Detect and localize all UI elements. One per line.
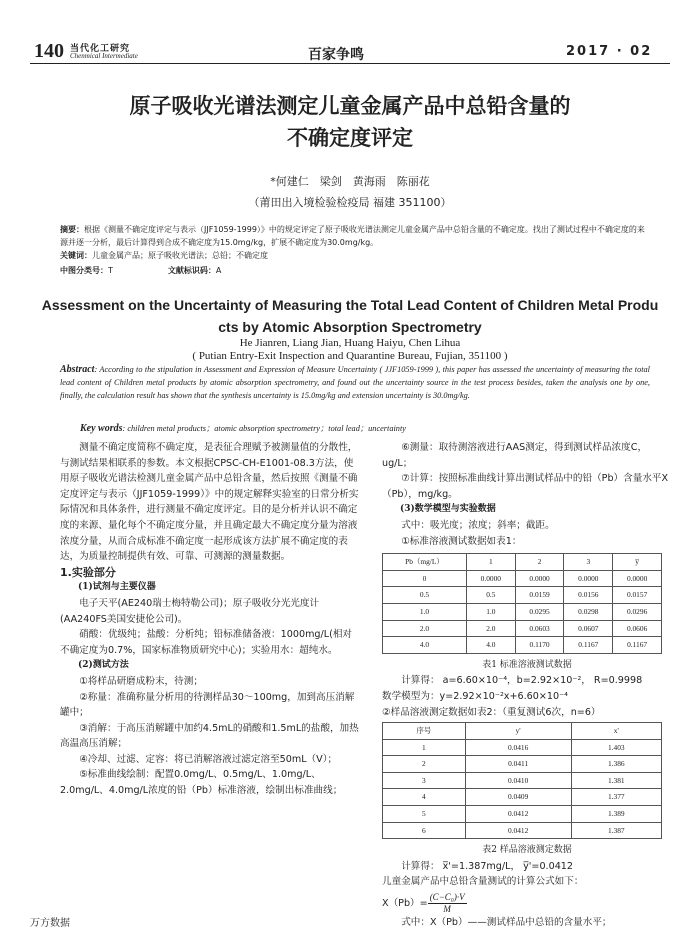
section-1-1-heading: (1)试剂与主要仪器: [78, 582, 156, 593]
table-1-cell: 0.0156: [564, 587, 613, 604]
table-1-cell: 0.5: [466, 587, 515, 604]
abstract-en-text: : According to the stipulation in Assessment and Expression of Measure Uncertainty ( JJF1059-1999 ), this paper has assessed the uncertainty of measuring the total lead content of Children metal products by atomic absorption spectrometry, and found out the uncertainty source in the test process besides, taken the analysis one by one, finally, the calculation result has shown that the synthesis uncertainty is 15.0mg/kg and extension uncertainty is 30.0mg/kg.: [60, 365, 650, 400]
formula: [382, 892, 672, 915]
table-1-cell: 0.0603: [515, 620, 564, 637]
formula-numerator: (C−C₀)·V: [429, 892, 465, 903]
table-1-cell: 0.0295: [515, 603, 564, 620]
sample-data-intro: ②样品溶液测定数据如表2：（重复测试6次，n=6）: [382, 706, 601, 718]
table-2-cell: 1: [383, 739, 466, 756]
calc-result-1: 计算得： a=6.60×10⁻⁴，b=2.92×10⁻²， R=0.9998: [401, 675, 643, 687]
table-1-row: [383, 637, 662, 654]
step-6: ⑥测量：取待测溶液进行AAS测定，得到测试样品浓度C，ug/L；: [382, 442, 648, 469]
table-2-cell: 4: [383, 789, 466, 806]
step-1: ①将样品研磨成粉末，待测；: [79, 675, 203, 687]
table-2-cell: 0.0411: [465, 756, 571, 773]
keywords-en: [80, 422, 650, 434]
title-en-line2: cts by Atomic Absorption Spectrometry: [218, 319, 482, 335]
keywords-cn: [60, 250, 650, 261]
table-2-row: [383, 739, 662, 756]
table-2-row: [383, 806, 662, 823]
title-en: [30, 294, 670, 338]
step-4: ④冷却、过滤、定容：将已消解溶液过滤定溶至50mL（V）；: [79, 753, 338, 765]
keywords-cn-text: 儿童金属产品；原子吸收光谱法；总铅；不确定度: [92, 251, 268, 260]
table-2-cell: 0.0409: [465, 789, 571, 806]
table-1-caption: 表1 标准溶液测试数据: [482, 659, 572, 670]
authors-en: He Jianren, Liang Jian, Huang Haiyu, Chen Lihua: [239, 337, 461, 349]
table-2-cell: 1.381: [571, 772, 661, 789]
table-1-cell: 0.0000: [466, 570, 515, 587]
table-1-cell: 2.0: [383, 620, 467, 637]
table-1-cell: 0.0296: [613, 603, 662, 620]
table-2-cell: 3: [383, 772, 466, 789]
table-2-cell: 5: [383, 806, 466, 823]
classification-cn: [60, 265, 650, 276]
table-2-cell: 2: [383, 756, 466, 773]
table-2-cell: 1.387: [571, 822, 661, 839]
title-cn-line2: 不确定度评定: [287, 126, 413, 150]
organization-en: ( Putian Entry-Exit Inspection and Quarantine Bureau, Fujian, 351100 ): [192, 350, 508, 362]
abstract-en: [60, 364, 650, 402]
step-7: ⑦计算：按照标准曲线计算出测试样品中的铅（Pb）含量水平X（Pb），mg/kg。: [382, 473, 669, 500]
table-1-cell: 0.0606: [613, 620, 662, 637]
formula-where: 式中：X（Pb）——测试样品中总铅的含量水平；: [401, 917, 612, 929]
table-1-header-cell: Pb（mg/L）: [383, 554, 467, 571]
table-1-cell: 0.5: [383, 587, 467, 604]
step-3: ③消解：于高压消解罐中加约4.5mL的硝酸和1.5mL的盐酸，加热高温高压消解；: [60, 722, 359, 750]
table-2: [382, 722, 662, 839]
abstract-cn-label: 摘要：: [60, 225, 84, 234]
table-2-row: [383, 756, 662, 773]
table-1-cell: 0.0000: [613, 570, 662, 587]
step-5: ⑤标准曲线绘制：配置0.0mg/L、0.5mg/L、1.0mg/L、2.0mg/L、4.0mg/L浓度的铅（Pb）标准溶液，绘制出标准曲线；: [60, 769, 343, 797]
table-1-cell: 1.0: [383, 603, 467, 620]
table-1-cell: 4.0: [466, 637, 515, 654]
journal-name-cn: 当代化工研究: [70, 44, 131, 54]
table-2-header-cell: x': [571, 723, 661, 740]
table-2-cell: 1.403: [571, 739, 661, 756]
section-1-heading: 1.实验部分: [60, 565, 116, 579]
table-1-cell: 0.1170: [515, 637, 564, 654]
footer-watermark: 万方数据: [30, 918, 70, 929]
table-2-cell: 1.377: [571, 789, 661, 806]
table-1-cell: 0.0157: [613, 587, 662, 604]
model-description: 式中：吸光度；浓度；斜率；截距。: [401, 519, 555, 531]
table-2-row: [383, 789, 662, 806]
table-2-caption: 表2 样品溶液测定数据: [482, 845, 572, 856]
step-2: ②称量：准确称量分析用的待测样品30～100mg，加到高压消解罐中；: [60, 691, 355, 719]
table-2-header-cell: y': [465, 723, 571, 740]
table-1-cell: 0.0000: [515, 570, 564, 587]
class-label: 中图分类号：: [60, 266, 108, 275]
title-cn-line1: 原子吸收光谱法测定儿童金属产品中总铅含量的: [129, 94, 571, 118]
abstract-cn-text: 根据《测量不确定度评定与表示（JJF1059-1999）》中的规定评定了原子吸收光谱法测定儿童金属产品中总铅含量的不确定度。找出了测试过程中不确定度的来源并逐一分析，最后计算得到合成不确定度为15.0mg/kg，扩展不确定度为30.0mg/kg。: [60, 225, 645, 247]
table-2-cell: 1.386: [571, 756, 661, 773]
table-1-row: [383, 603, 662, 620]
table-1-header-row: [383, 554, 662, 571]
section-1-2-heading: (2)测试方法: [78, 660, 129, 671]
left-column: [60, 440, 360, 799]
table-2-cell: 6: [383, 822, 466, 839]
table-1-header-cell: 3: [564, 554, 613, 571]
header-rule: [30, 63, 670, 64]
table-2-row: [383, 772, 662, 789]
table-1-cell: 0.0607: [564, 620, 613, 637]
table-1-cell: 0.1167: [613, 637, 662, 654]
title-en-line1: Assessment on the Uncertainty of Measuring the Total Lead Content of Children Metal Produ: [41, 297, 659, 313]
formula-denominator: M: [443, 904, 451, 915]
table-1-row: [383, 620, 662, 637]
table-1-header-cell: 1: [466, 554, 515, 571]
reagents-paragraph: 硝酸：优级纯；盐酸：分析纯；铅标准储备液：1000mg/L(相对不确定度为0.7%，国家标准物质研究中心)；实验用水：超纯水。: [60, 629, 353, 656]
keywords-en-text: : children metal products；atomic absorption spectrometry；total lead；uncertainty: [122, 424, 406, 433]
table-1-cell: 4.0: [383, 637, 467, 654]
authors-cn: *何建仁 梁剑 黄海雨 陈丽花: [270, 175, 430, 188]
abstract-en-label: Abstract: [60, 364, 95, 375]
table-1-row: [383, 570, 662, 587]
right-column: [382, 440, 672, 931]
title-cn: [30, 90, 670, 154]
table-1-cell: 0.0298: [564, 603, 613, 620]
table-1-cell: 0.0000: [564, 570, 613, 587]
doc-code-label: 文献标识码：: [167, 266, 216, 275]
doc-code-value: A: [215, 266, 222, 275]
table-1-header-cell: y̅: [613, 554, 662, 571]
model-equation: 数学模型为：y=2.92×10⁻²x+6.60×10⁻⁴: [382, 690, 569, 702]
std-data-intro: ①标准溶液测试数据如表1：: [401, 535, 522, 547]
class-value: T: [108, 266, 113, 275]
keywords-en-label: Key words: [80, 423, 123, 434]
section-1-3-heading: (3)数学模型与实验数据: [400, 504, 496, 515]
issue-number: 2017 · 02: [566, 44, 653, 59]
table-2-cell: 0.0412: [465, 806, 571, 823]
journal-name-en: Chenmical Intermediate: [70, 52, 138, 60]
table-2-cell: 0.0412: [465, 822, 571, 839]
table-2-header-row: [383, 723, 662, 740]
calc-result-2: 计算得： x̅'=1.387mg/L， y̅'=0.0412: [401, 860, 574, 872]
keywords-cn-label: 关键词：: [60, 251, 92, 260]
formula-lhs: X（Pb）=: [382, 897, 428, 909]
page-number: 140: [34, 40, 64, 62]
table-2-header-cell: 序号: [383, 723, 466, 740]
intro-paragraph: 测量不确定度简称不确定度，是表征合理赋予被测量值的分散性，与测试结果相联系的参数。本文根据CPSC-CH-E1001-08.3方法，使用原子吸收光谱法检测儿童金属产品中总铅含量，然后按照《测量不确定度评定与表示（JJF1059-1999）》中的规定解释实验室的日常分析实际情况和具体条件，进行测量不确定度评定。目的是分析并认识不确定度的来源、量化每个不确定度分量，并且确定最大不确定度分量为溶液浓度分量，从而合成标准不确定度一起形成该方法扩展不确定度的表达，为质量控制提供有效、可靠、可测源的测量数据。: [60, 442, 359, 563]
abstract-cn: [60, 223, 650, 249]
table-1-cell: 0: [383, 570, 467, 587]
organization-cn: （莆田出入境检验检疫局 福建 351100）: [248, 196, 452, 209]
table-1-header-cell: 2: [515, 554, 564, 571]
table-1-row: [383, 587, 662, 604]
table-1-cell: 2.0: [466, 620, 515, 637]
table-2-row: [383, 822, 662, 839]
table-1: [382, 553, 662, 654]
formula-intro: 儿童金属产品中总铅含量测试的计算公式如下：: [382, 876, 584, 888]
table-2-cell: 0.0416: [465, 739, 571, 756]
table-1-cell: 0.1167: [564, 637, 613, 654]
column-name: 百家争鸣: [308, 47, 364, 63]
table-1-cell: 0.0159: [515, 587, 564, 604]
table-2-cell: 1.389: [571, 806, 661, 823]
formula-fraction: [428, 892, 467, 915]
instruments-paragraph: 电子天平(AE240瑞士梅特勒公司)；原子吸收分光光度计(AA240FS美国安捷伦公司)。: [60, 597, 320, 625]
table-2-cell: 0.0410: [465, 772, 571, 789]
table-1-cell: 1.0: [466, 603, 515, 620]
